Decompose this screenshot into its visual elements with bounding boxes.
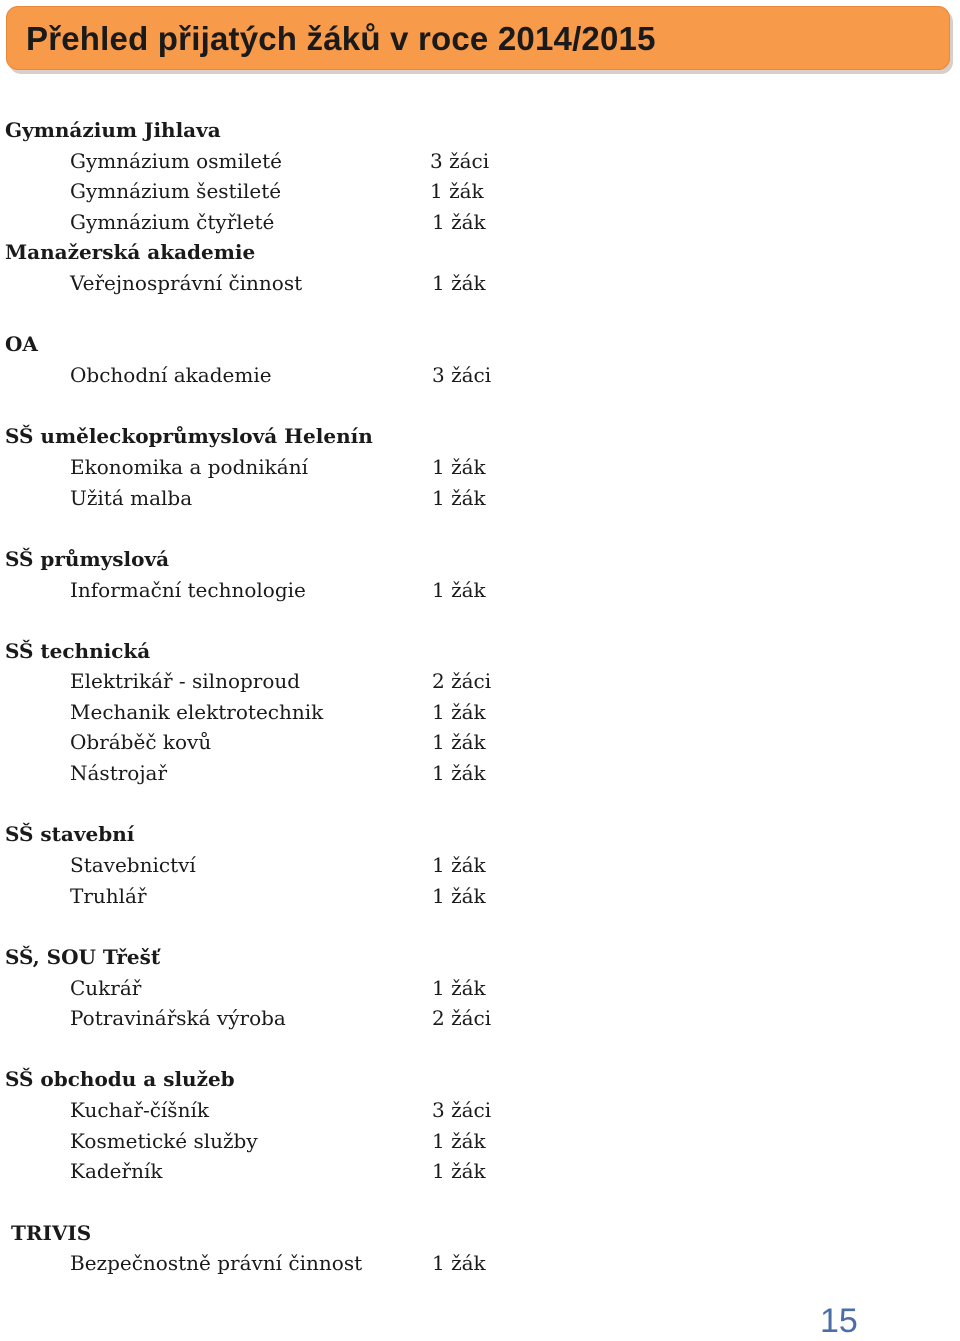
program-name: Obchodní akademie <box>70 363 272 387</box>
program-count: 1 žák <box>432 1159 486 1183</box>
title-banner <box>6 6 950 70</box>
program-count: 3 žáci <box>432 1098 492 1122</box>
school-heading: SŠ stavební <box>5 822 135 846</box>
program-count: 1 žák <box>432 486 486 510</box>
program-count: 2 žáci <box>432 1006 492 1030</box>
program-name: Informační technologie <box>70 578 306 602</box>
school-heading: SŠ technická <box>5 639 151 663</box>
program-count: 1 žák <box>432 761 486 785</box>
program-name: Kuchař-číšník <box>70 1098 209 1122</box>
program-name: Mechanik elektrotechnik <box>70 700 324 724</box>
school-heading: Manažerská akademie <box>5 240 256 264</box>
school-heading: TRIVIS <box>11 1221 92 1245</box>
program-count: 1 žák <box>432 976 486 1000</box>
program-name: Nástrojař <box>70 761 168 785</box>
school-heading: Gymnázium Jihlava <box>5 118 221 142</box>
program-name: Truhlář <box>70 884 147 908</box>
program-name: Gymnázium osmileté <box>70 149 282 173</box>
program-count: 1 žák <box>432 700 486 724</box>
program-count: 1 žák <box>432 271 486 295</box>
program-name: Kadeřník <box>70 1159 163 1183</box>
school-heading: SŠ průmyslová <box>5 547 170 571</box>
program-count: 1 žák <box>432 1251 486 1275</box>
program-name: Obráběč kovů <box>70 730 212 754</box>
school-heading: OA <box>5 332 38 356</box>
program-count: 1 žák <box>432 455 486 479</box>
program-name: Gymnázium čtyřleté <box>70 210 275 234</box>
school-heading: SŠ, SOU Třešť <box>5 945 161 969</box>
program-name: Užitá malba <box>70 486 193 510</box>
program-name: Kosmetické služby <box>70 1129 258 1153</box>
program-name: Ekonomika a podnikání <box>70 455 308 479</box>
school-heading: SŠ uměleckoprůmyslová Helenín <box>5 424 373 448</box>
program-count: 3 žáci <box>432 363 492 387</box>
program-name: Bezpečnostně právní činnost <box>70 1251 363 1275</box>
page-title: Přehled přijatých žáků v roce 2014/2015 <box>26 20 656 57</box>
program-name: Veřejnosprávní činnost <box>70 271 303 295</box>
program-count: 1 žák <box>432 578 486 602</box>
program-count: 1 žák <box>432 730 486 754</box>
program-count: 1 žák <box>432 1129 486 1153</box>
program-count: 1 žák <box>432 853 486 877</box>
program-name: Cukrář <box>70 976 142 1000</box>
program-name: Elektrikář - silnoproud <box>70 669 301 693</box>
program-name: Gymnázium šestileté <box>70 179 282 203</box>
school-heading: SŠ obchodu a služeb <box>5 1067 235 1091</box>
program-name: Stavebnictví <box>70 853 196 877</box>
program-count: 3 žáci <box>430 149 490 173</box>
page-number: 15 <box>820 1302 858 1340</box>
program-count: 1 žák <box>430 179 484 203</box>
program-count: 1 žák <box>432 210 486 234</box>
program-count: 1 žák <box>432 884 486 908</box>
program-count: 2 žáci <box>432 669 492 693</box>
program-name: Potravinářská výroba <box>70 1006 286 1030</box>
